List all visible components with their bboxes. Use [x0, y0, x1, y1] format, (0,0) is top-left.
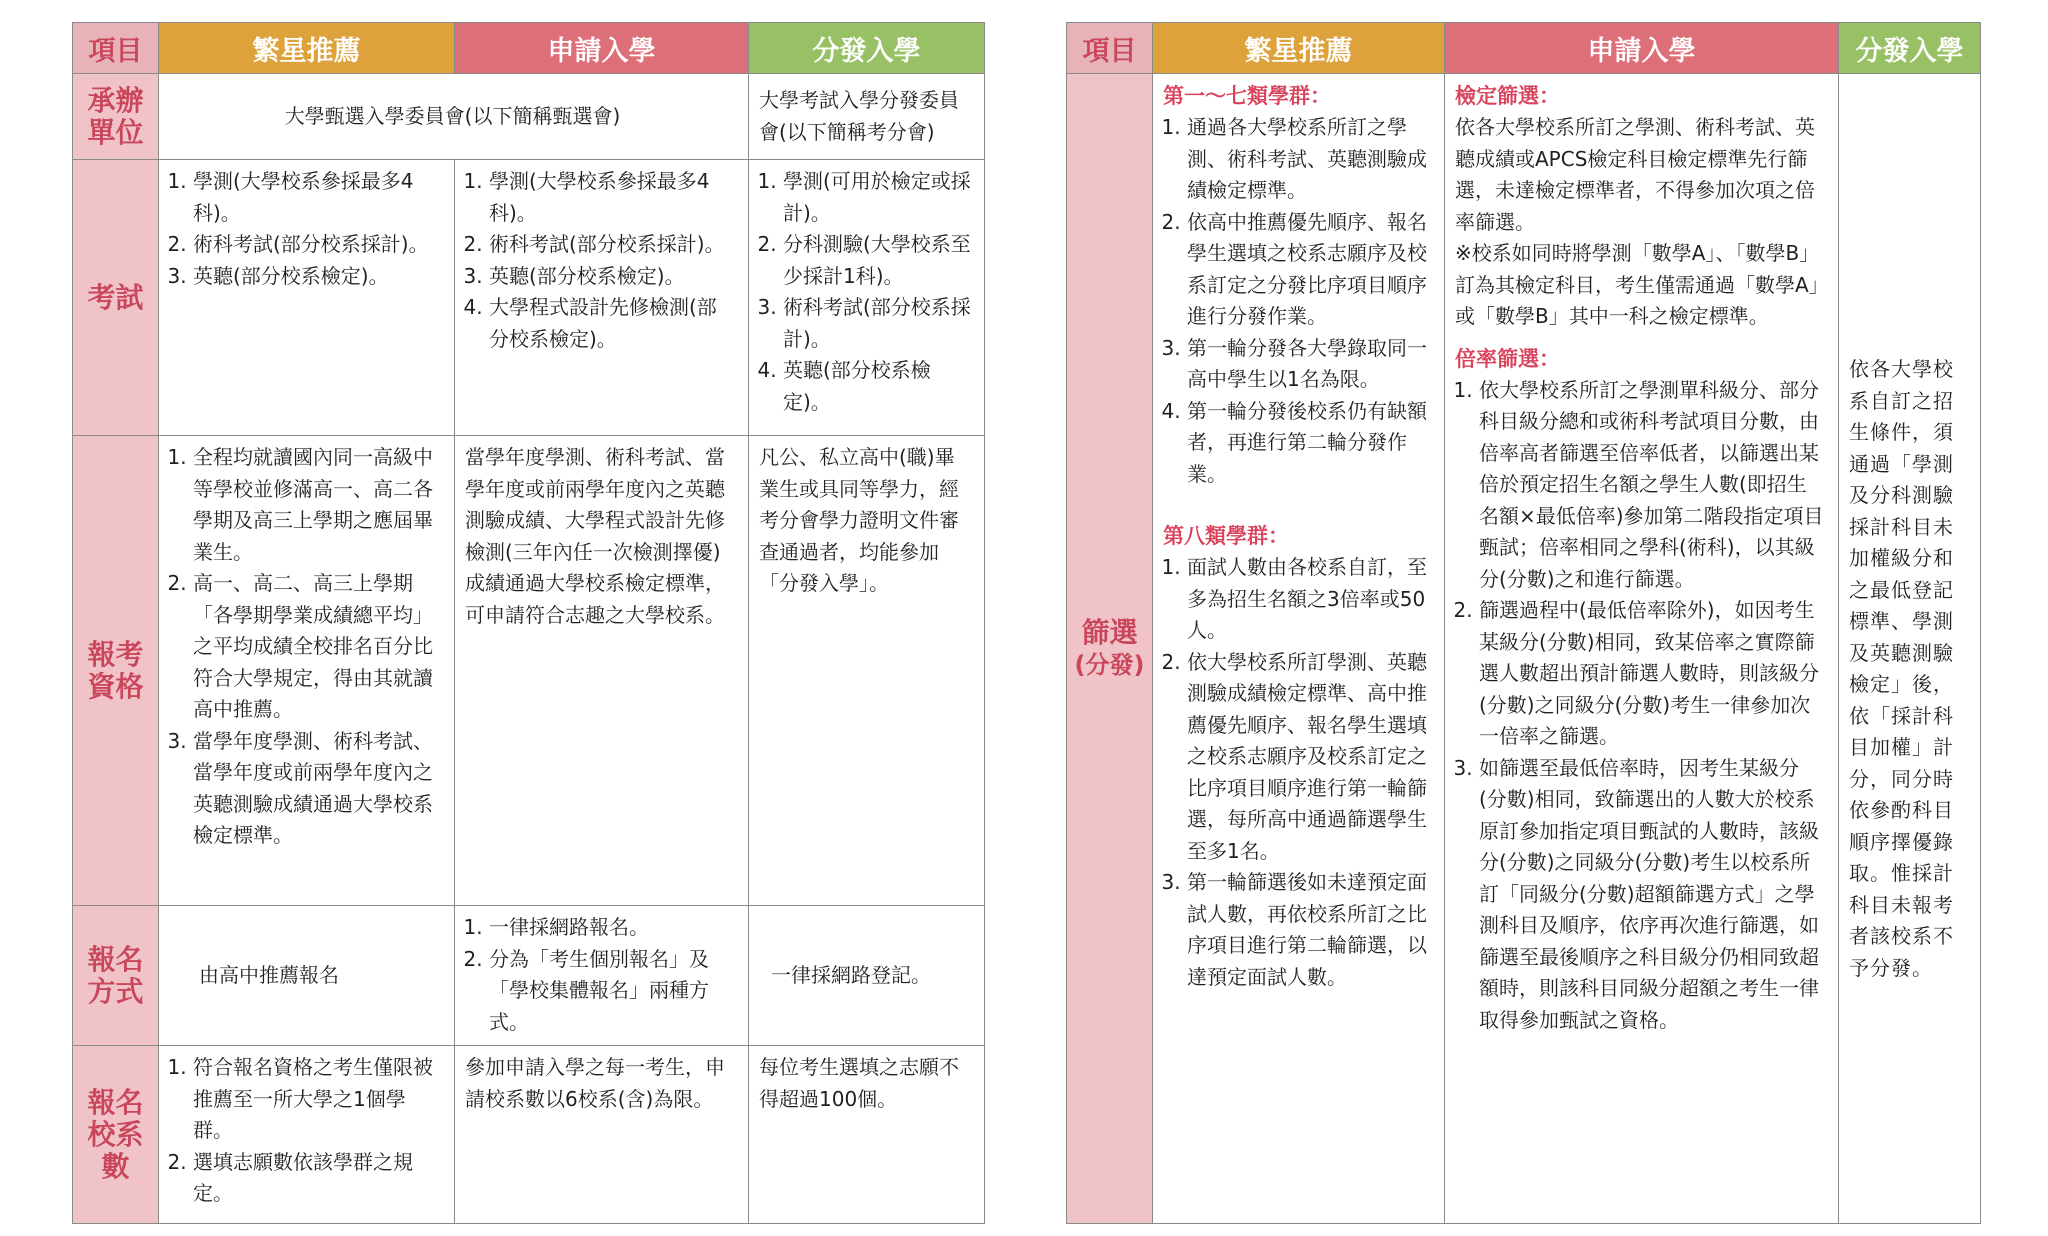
list-item: 2. 高一、高二、高三上學期「各學期學業成績總平均」之平均成績全校排名百分比符合大學規定，得由其就讀高中推薦。: [193, 568, 442, 726]
qualification-star: [159, 436, 455, 906]
list-item: 3. 第一輪分發各大學錄取同一高中學生以1名為限。: [1187, 333, 1432, 396]
list-item: 3. 英聽(部分校系檢定)。: [489, 261, 736, 293]
application-count-distribution: 每位考生選填之志願不得超過100個。: [749, 1046, 985, 1224]
list-item: 2. 分科測驗(大學校系至少採計1科)。: [783, 229, 972, 292]
list-item: 2. 選填志願數依該學群之規定。: [193, 1147, 442, 1210]
list-item: 1. 面試人數由各校系自訂，至多為招生名額之3倍率或50人。: [1187, 552, 1432, 647]
right-header-row: [1067, 23, 1981, 74]
row-exam: [73, 160, 985, 436]
header-star-recommend: 繁星推薦: [159, 23, 455, 74]
screening-star: [1153, 74, 1445, 1224]
check-text: 依各大學校系所訂之學測、術科考試、英聽成績或APCS檢定科目檢定標準先行篩選，未達檢定標準者，不得參加次項之倍率篩選。: [1455, 115, 1815, 234]
row-application-count: [73, 1046, 985, 1224]
row-registration-method: [73, 906, 985, 1046]
organizer-star-apply: 大學甄選入學委員會(以下簡稱甄選會): [159, 74, 749, 160]
exam-star: [159, 160, 455, 436]
row-qualification: [73, 436, 985, 906]
check-note: ※校系如同時將學測「數學A」、「數學B」訂為其檢定科目，考生僅需通過「數學A」或「數學B」其中一科之檢定標準。: [1455, 241, 1820, 328]
qualification-apply: 當學年度學測、術科考試、當學年度或前兩學年度內之英聽測驗成績、大學程式設計先修檢測(三年內任一次檢測擇優)成績通過大學校系檢定標準，可申請符合志趣之大學校系。: [455, 436, 749, 906]
list-item: 3. 第一輪篩選後如未達預定面試人數，再依校系所訂之比序項目進行第二輪篩選，以達預定面試人數。: [1187, 867, 1432, 993]
list-item: 1. 全程均就讀國內同一高級中等學校並修滿高一、高二各學期及高三上學期之應屆畢業生。: [193, 442, 442, 568]
row-label-screening: 篩選 (分發): [1067, 74, 1153, 1224]
list-item: 2. 術科考試(部分校系採計)。: [193, 229, 442, 261]
header-item: 項目: [73, 23, 159, 74]
row-organizer: [73, 74, 985, 160]
registration-distribution: 一律採網路登記。: [749, 906, 985, 1046]
registration-apply: [455, 906, 749, 1046]
list-item: 4. 第一輪分發後校系仍有缺額者，再進行第二輪分發作業。: [1187, 396, 1432, 491]
check-title: 檢定篩選：: [1455, 84, 1560, 108]
list-item: 1. 通過各大學校系所訂之學測、術科考試、英聽測驗成績檢定標準。: [1187, 112, 1432, 207]
list-item: 1. 符合報名資格之考生僅限被推薦至一所大學之1個學群。: [193, 1052, 442, 1147]
qualification-distribution: 凡公、私立高中(職)畢業生或具同等學力，經考分會學力證明文件審查通過者，均能參加「分發入學」。: [749, 436, 985, 906]
list-item: 1. 依大學校系所訂之學測單科級分、部分科目級分總和或術科考試項目分數，由倍率高者篩選至倍率低者，以篩選出某倍於預定招生名額之學生人數(即招生名額×最低倍率)參加第二階段指定項目甄試；倍率相同之學科(術科)，以其級分(分數)之和進行篩選。: [1479, 375, 1826, 596]
list-item: 1. 學測(大學校系參採最多4科)。: [489, 166, 736, 229]
screening-apply: [1445, 74, 1839, 1224]
group1-title: 第一～七類學群：: [1163, 84, 1331, 108]
list-item: 1. 學測(可用於檢定或採計)。: [783, 166, 972, 229]
list-item: 4. 大學程式設計先修檢測(部分校系檢定)。: [489, 292, 736, 355]
list-item: 2. 術科考試(部分校系採計)。: [489, 229, 736, 261]
left-header-row: [73, 23, 985, 74]
left-comparison-table: [72, 22, 985, 1224]
header-distribution-admission: 分發入學: [1839, 23, 1981, 74]
list-item: 4. 英聽(部分校系檢定)。: [783, 355, 972, 418]
group8-title: 第八類學群：: [1163, 524, 1289, 548]
list-item: 2. 依大學校系所訂學測、英聽測驗成績檢定標準、高中推薦優先順序、報名學生選填之校系志願序及校系訂定之比序項目順序進行第一輪篩選，每所高中通過篩選學生至多1名。: [1187, 647, 1432, 868]
organizer-distribution: 大學考試入學分發委員會(以下簡稱考分會): [749, 74, 985, 160]
ratio-title: 倍率篩選：: [1455, 346, 1560, 371]
exam-distribution: [749, 160, 985, 436]
row-label-application-count: 報名 校系 數: [73, 1046, 159, 1224]
row-label-organizer: 承辦 單位: [73, 74, 159, 160]
list-item: 1. 學測(大學校系參採最多4科)。: [193, 166, 442, 229]
list-item: 1. 一律採網路報名。: [489, 912, 736, 944]
list-item: 2. 依高中推薦優先順序、報名學生選填之校系志願序及校系訂定之分發比序項目順序進行分發作業。: [1187, 207, 1432, 333]
registration-star: 由高中推薦報名: [159, 906, 455, 1046]
list-item: 3. 當學年度學測、術科考試、當學年度或前兩學年度內之英聽測驗成績通過大學校系檢定標準。: [193, 726, 442, 852]
list-item: 3. 如篩選至最低倍率時，因考生某級分(分數)相同，致篩選出的人數大於校系原訂參加指定項目甄試的人數時，該級分(分數)之同級分(分數)考生以校系所訂「同級分(分數)超額篩選方式」之學測科目及順序，依序再次進行篩選，如篩選至最後順序之科目級分仍相同致超額時，則該科目同級分超額之考生一律取得參加甄試之資格。: [1479, 753, 1826, 1037]
list-item: 3. 英聽(部分校系檢定)。: [193, 261, 442, 293]
list-item: 2. 分為「考生個別報名」及「學校集體報名」兩種方式。: [489, 944, 736, 1039]
application-count-apply: 參加申請入學之每一考生，申請校系數以6校系(含)為限。: [455, 1046, 749, 1224]
header-apply-admission: 申請入學: [455, 23, 749, 74]
header-distribution-admission: 分發入學: [749, 23, 985, 74]
exam-apply: [455, 160, 749, 436]
row-screening: [1067, 74, 1981, 1224]
header-star-recommend: 繁星推薦: [1153, 23, 1445, 74]
application-count-star: [159, 1046, 455, 1224]
header-item: 項目: [1067, 23, 1153, 74]
row-label-registration-method: 報名 方式: [73, 906, 159, 1046]
screening-distribution: 依各大學校系自訂之招生條件，須通過「學測及分科測驗採計科目未加權級分和之最低登記標準、學測及英聽測驗檢定」後，依「採計科目加權」計分，同分時依參酌科目順序擇優錄取。惟採計科目未報考者該校系不予分發。: [1839, 74, 1981, 1224]
right-comparison-table: [1066, 22, 1981, 1224]
row-label-qualification: 報考 資格: [73, 436, 159, 906]
row-label-exam: 考試: [73, 160, 159, 436]
list-item: 2. 篩選過程中(最低倍率除外)，如因考生某級分(分數)相同，致某倍率之實際篩選人數超出預計篩選人數時，則該級分(分數)之同級分(分數)考生一律參加次一倍率之篩選。: [1479, 595, 1826, 753]
list-item: 3. 術科考試(部分校系採計)。: [783, 292, 972, 355]
header-apply-admission: 申請入學: [1445, 23, 1839, 74]
